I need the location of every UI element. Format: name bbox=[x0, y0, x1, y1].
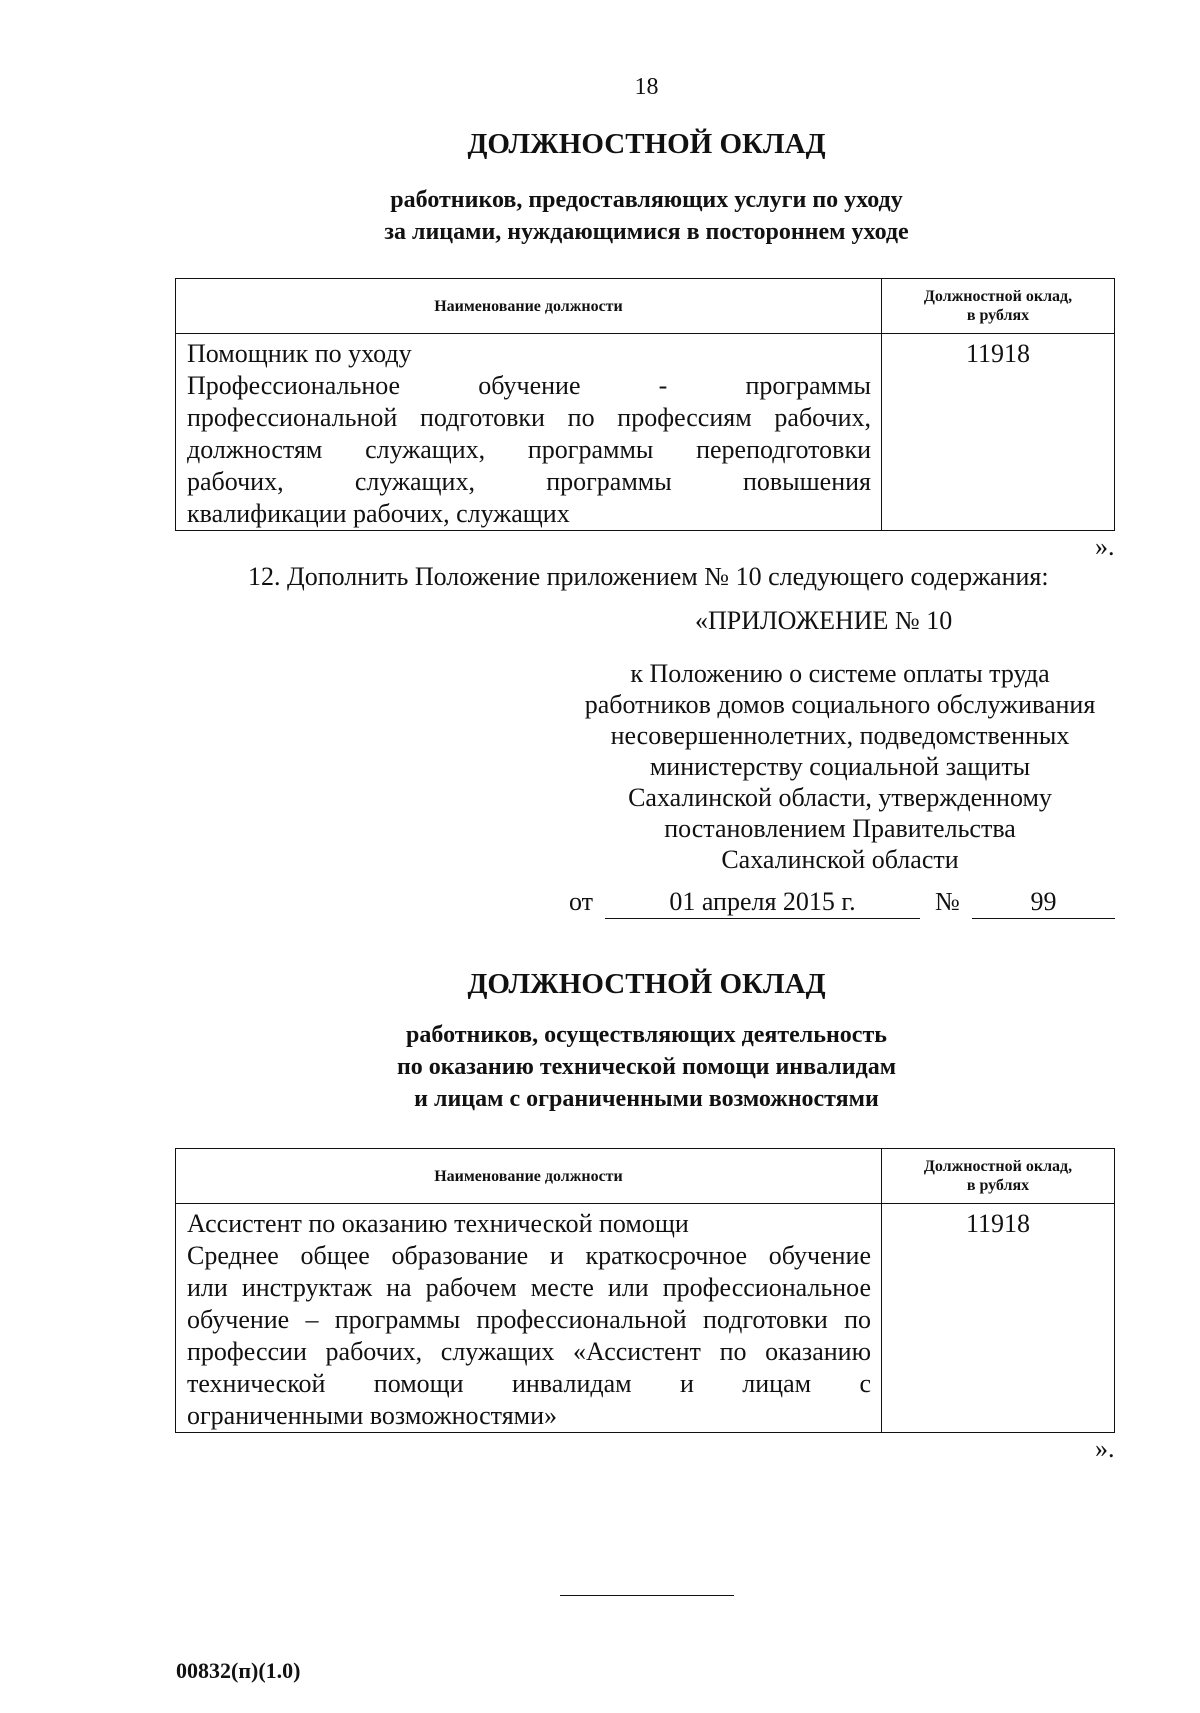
section1-title: ДОЛЖНОСТНОЙ ОКЛАД bbox=[467, 128, 826, 160]
subtitle-line: и лицам с ограниченными возможностями bbox=[414, 1086, 879, 1112]
closing-quote-1: ». bbox=[1095, 532, 1115, 561]
date-underline bbox=[605, 918, 920, 919]
subtitle-line: работников, предоставляющих услуги по уходу bbox=[390, 187, 903, 213]
desc-line: профессиональной подготовки по профессиям рабочих, bbox=[187, 403, 871, 432]
col-header-position: Наименование должности bbox=[176, 279, 882, 334]
salary-table-1 bbox=[175, 278, 1115, 531]
appendix-date: 01 апреля 2015 г. bbox=[669, 887, 856, 916]
desc-line: рабочих, служащих, программы повышения bbox=[187, 467, 871, 496]
header-line: Должностной оклад, bbox=[923, 288, 1073, 305]
col-header-salary bbox=[882, 279, 1115, 334]
table-header-row bbox=[176, 1149, 1115, 1204]
col-header-salary bbox=[882, 1149, 1115, 1204]
section1-subtitle bbox=[0, 184, 1200, 248]
position-description bbox=[176, 334, 882, 531]
desc-line: Среднее общее образование и краткосрочное обучение bbox=[187, 1241, 871, 1270]
desc-line: профессии рабочих, служащих «Ассистент по оказанию bbox=[187, 1337, 871, 1366]
col-header-position: Наименование должности bbox=[176, 1149, 882, 1204]
appendix-heading: «ПРИЛОЖЕНИЕ № 10 bbox=[695, 606, 953, 635]
appendix-reference bbox=[560, 658, 1120, 875]
table-row bbox=[176, 334, 1115, 531]
desc-line: технической помощи инвалидам и лицам с bbox=[187, 1369, 871, 1398]
table-header-row bbox=[176, 279, 1115, 334]
desc-line: ограниченными возможностями» bbox=[187, 1401, 558, 1430]
appendix-line: несовершеннолетних, подведомственных bbox=[610, 721, 1070, 750]
page-number: 18 bbox=[634, 74, 659, 100]
header-line: в рублях bbox=[966, 1177, 1030, 1194]
position-title: Ассистент по оказанию технической помощи bbox=[187, 1209, 689, 1238]
position-title: Помощник по уходу bbox=[187, 339, 412, 368]
number-sign: № bbox=[935, 887, 960, 916]
appendix-number: 99 bbox=[1030, 887, 1057, 916]
appendix-line: постановлением Правительства bbox=[664, 814, 1016, 843]
subtitle-line: за лицами, нуждающимися в постороннем уходе bbox=[384, 219, 909, 245]
appendix-line: к Положению о системе оплаты труда bbox=[630, 659, 1050, 688]
salary-table-2 bbox=[175, 1148, 1115, 1433]
subtitle-line: по оказанию технической помощи инвалидам bbox=[396, 1054, 897, 1080]
desc-line: должностям служащих, программы переподготовки bbox=[187, 435, 871, 464]
salary-value: 11918 bbox=[882, 334, 1115, 531]
paragraph-12: 12. Дополнить Положение приложением № 10 следующего содержания: bbox=[248, 562, 1049, 591]
desc-line: обучение – программы профессиональной подготовки по bbox=[187, 1305, 871, 1334]
date-prefix: от bbox=[569, 887, 594, 916]
subtitle-line: работников, осуществляющих деятельность bbox=[406, 1022, 887, 1048]
desc-line: или инструктаж на рабочем месте или профессиональное bbox=[187, 1273, 871, 1302]
position-description bbox=[176, 1204, 882, 1433]
table-row bbox=[176, 1204, 1115, 1433]
appendix-line: Сахалинской области, утвержденному bbox=[628, 783, 1052, 812]
number-underline bbox=[972, 918, 1115, 919]
section2-subtitle bbox=[0, 1019, 1200, 1115]
appendix-line: Сахалинской области bbox=[721, 845, 959, 874]
closing-quote-2: ». bbox=[1095, 1434, 1115, 1463]
section2-title: ДОЛЖНОСТНОЙ ОКЛАД bbox=[467, 968, 826, 1000]
header-line: Должностной оклад, bbox=[923, 1158, 1073, 1175]
appendix-line: работников домов социального обслуживания bbox=[584, 690, 1096, 719]
appendix-line: министерству социальной защиты bbox=[649, 752, 1031, 781]
header-line: в рублях bbox=[966, 307, 1030, 324]
end-divider bbox=[560, 1595, 734, 1596]
footer-code: 00832(п)(1.0) bbox=[176, 1658, 301, 1683]
salary-value: 11918 bbox=[882, 1204, 1115, 1433]
desc-line: Профессиональное обучение - программы bbox=[187, 371, 871, 400]
desc-line: квалификации рабочих, служащих bbox=[187, 499, 570, 528]
